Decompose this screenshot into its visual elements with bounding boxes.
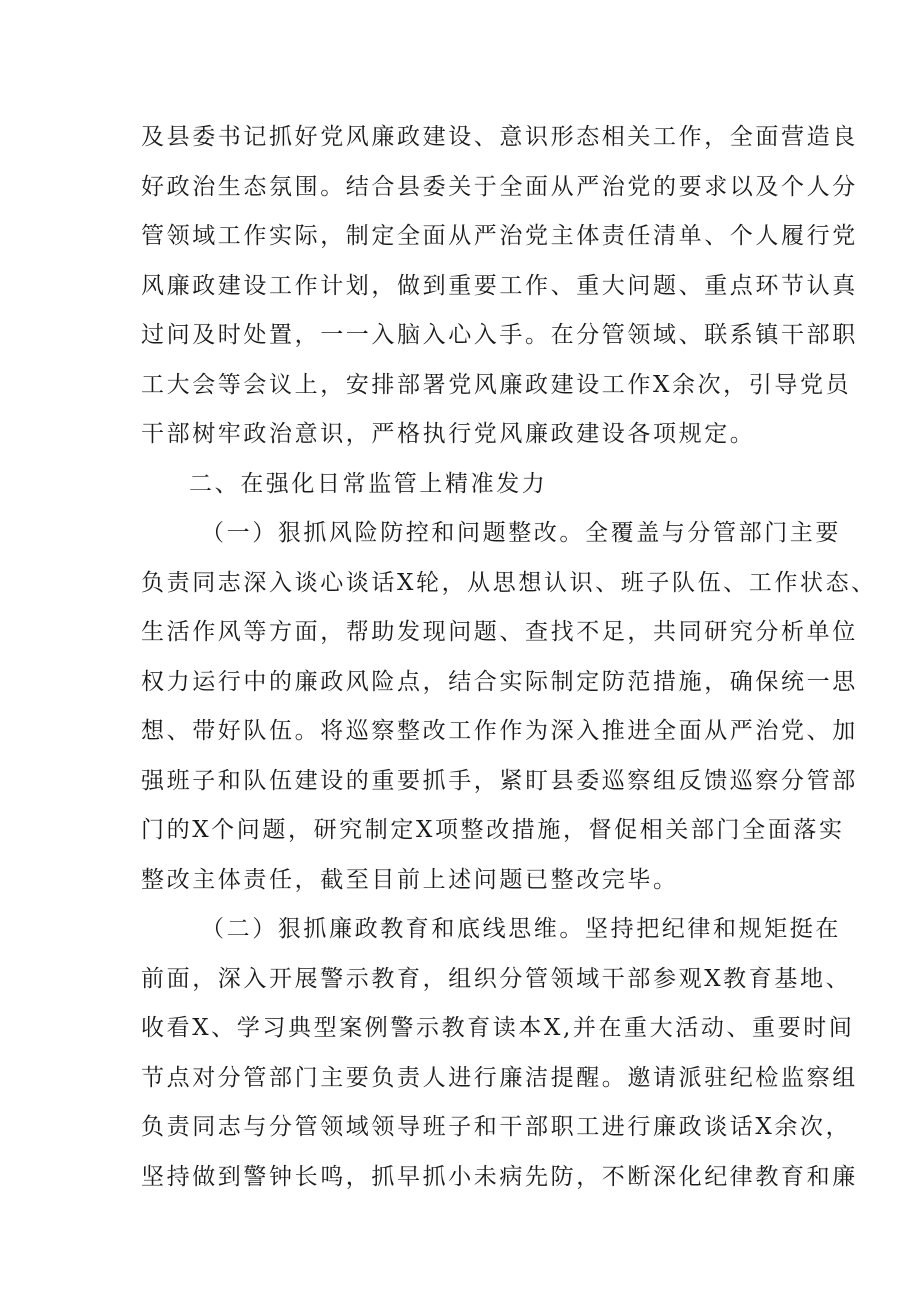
text-line: 工大会等会议上，安排部署党风廉政建设工作X余次，引导党员	[141, 371, 852, 398]
text-line: 干部树牢政治意识，严格执行党风廉政建设各项规定。	[141, 421, 756, 447]
text-line: 负责同志深入谈心谈话X轮，从思想认识、班子队伍、工作状态、	[141, 569, 877, 596]
text-line: 风廉政建设工作计划，做到重要工作、重大问题、重点环节认真	[141, 272, 858, 299]
text-line: 及县委书记抓好党风廉政建设、意识形态相关工作，全面营造良	[141, 124, 858, 150]
text-line: 生活作风等方面，帮助发现问题、查找不足，共同研究分析单位	[141, 619, 858, 645]
paragraph-start-line: （一）狠抓风险防控和问题整改。全覆盖与分管部门主要	[201, 520, 841, 546]
text-line: 门的X个问题，研究制定X项整改措施，督促相关部门全面落实	[141, 817, 845, 843]
text-line: 想、带好队伍。将巡察整改工作作为深入推进全面从严治党、加	[141, 718, 858, 744]
text-line: 权力运行中的廉政风险点，结合实际制定防范措施，确保统一思	[141, 668, 858, 695]
text-line: 节点对分管部门主要负责人进行廉洁提醒。邀请派驻纪检监察组	[141, 1064, 858, 1091]
text-line: 管领域工作实际，制定全面从严治党主体责任清单、个人履行党	[141, 223, 858, 249]
text-line: 过问及时处置，一一入脑入心入手。在分管领域、联系镇干部职	[141, 322, 858, 348]
text-line: 负责同志与分管领域领导班子和干部职工进行廉政谈话X余次，	[141, 1114, 852, 1140]
text-line: 前面，深入开展警示教育，组织分管领域干部参观X教育基地、	[141, 965, 852, 992]
text-line: 整改主体责任，截至目前上述问题已整改完毕。	[141, 866, 679, 893]
paragraph-start-line: （二）狠抓廉政教育和底线思维。坚持把纪律和规矩挺在	[201, 916, 841, 942]
text-line: 坚持做到警钟长鸣，抓早抓小未病先防，不断深化纪律教育和廉	[141, 1163, 858, 1190]
text-line: 强班子和队伍建设的重要抓手，紧盯县委巡察组反馈巡察分管部	[141, 767, 858, 794]
text-line: 好政治生态氛围。结合县委关于全面从严治党的要求以及个人分	[141, 173, 858, 200]
body-text	[141, 113, 877, 1202]
section-heading: 二、在强化日常监管上精准发力	[189, 470, 548, 497]
text-line: 收看X、学习典型案例警示教育读本X,并在重大活动、重要时间	[141, 1015, 855, 1041]
